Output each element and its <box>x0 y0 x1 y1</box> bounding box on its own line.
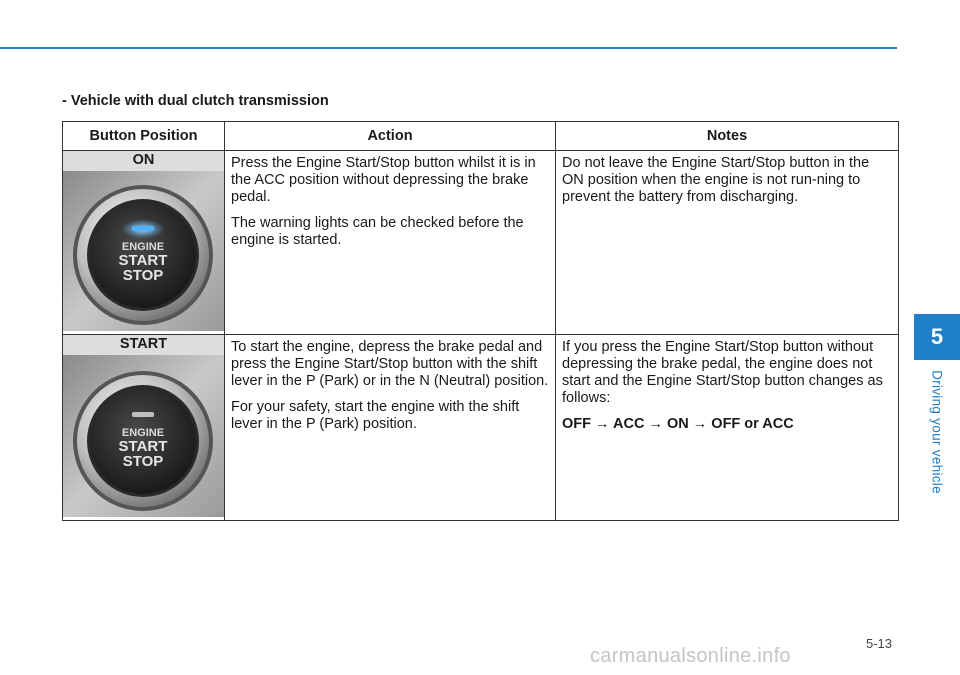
action-cell-start <box>225 335 556 521</box>
button-position-table <box>62 121 899 521</box>
notes-cell-on <box>556 151 899 335</box>
action-text: The warning lights can be checked before the engine is started. <box>231 215 524 248</box>
table-row-start <box>63 335 899 521</box>
column-header-button-position: Button Position <box>63 122 225 151</box>
table-header-row <box>63 122 899 151</box>
column-header-action: Action <box>225 122 556 151</box>
action-text: To start the engine, depress the brake pedal and press the Engine Start/Stop button with the shift lever in the P (Park) or in the N (Neutral) position. <box>231 339 549 389</box>
chapter-title: Driving your vehicle <box>929 370 945 494</box>
engine-start-stop-button-image-on <box>63 171 224 331</box>
position-cell-on <box>63 151 225 335</box>
position-cell-start <box>63 335 225 521</box>
column-header-notes: Notes <box>556 122 899 151</box>
section-heading: - Vehicle with dual clutch transmission <box>62 93 329 109</box>
position-label-on: ON <box>63 151 224 171</box>
notes-text: Do not leave the Engine Start/Stop button in the ON position when the engine is not run-ning to prevent the battery from discharging. <box>562 155 870 205</box>
chapter-number-tab: 5 <box>914 314 960 360</box>
position-label-start: START <box>63 335 224 355</box>
page-number: 5-13 <box>866 636 893 651</box>
watermark: carmanualsonline.info <box>590 645 791 667</box>
action-text: Press the Engine Start/Stop button whilst it is in the ACC position without depressing the brake pedal. <box>231 155 536 205</box>
engine-start-stop-button-image-start <box>63 355 224 517</box>
button-text-stop: STOP <box>122 267 164 284</box>
state-sequence: OFF → ACC → ON → OFF or ACC <box>562 416 794 432</box>
top-rule <box>0 47 897 49</box>
button-text-engine: ENGINE <box>121 427 165 439</box>
button-text-start: START <box>118 438 168 455</box>
button-text-stop: STOP <box>122 453 164 470</box>
notes-cell-start <box>556 335 899 521</box>
table-row-on <box>63 151 899 335</box>
notes-text: If you press the Engine Start/Stop button without depressing the brake pedal, the engine does not start and the Engine Start/Stop button changes as follows: <box>562 339 883 406</box>
action-cell-on <box>225 151 556 335</box>
button-text-start: START <box>118 252 168 269</box>
action-text: For your safety, start the engine with the shift lever in the P (Park) position. <box>231 399 520 432</box>
button-text-engine: ENGINE <box>121 241 165 253</box>
